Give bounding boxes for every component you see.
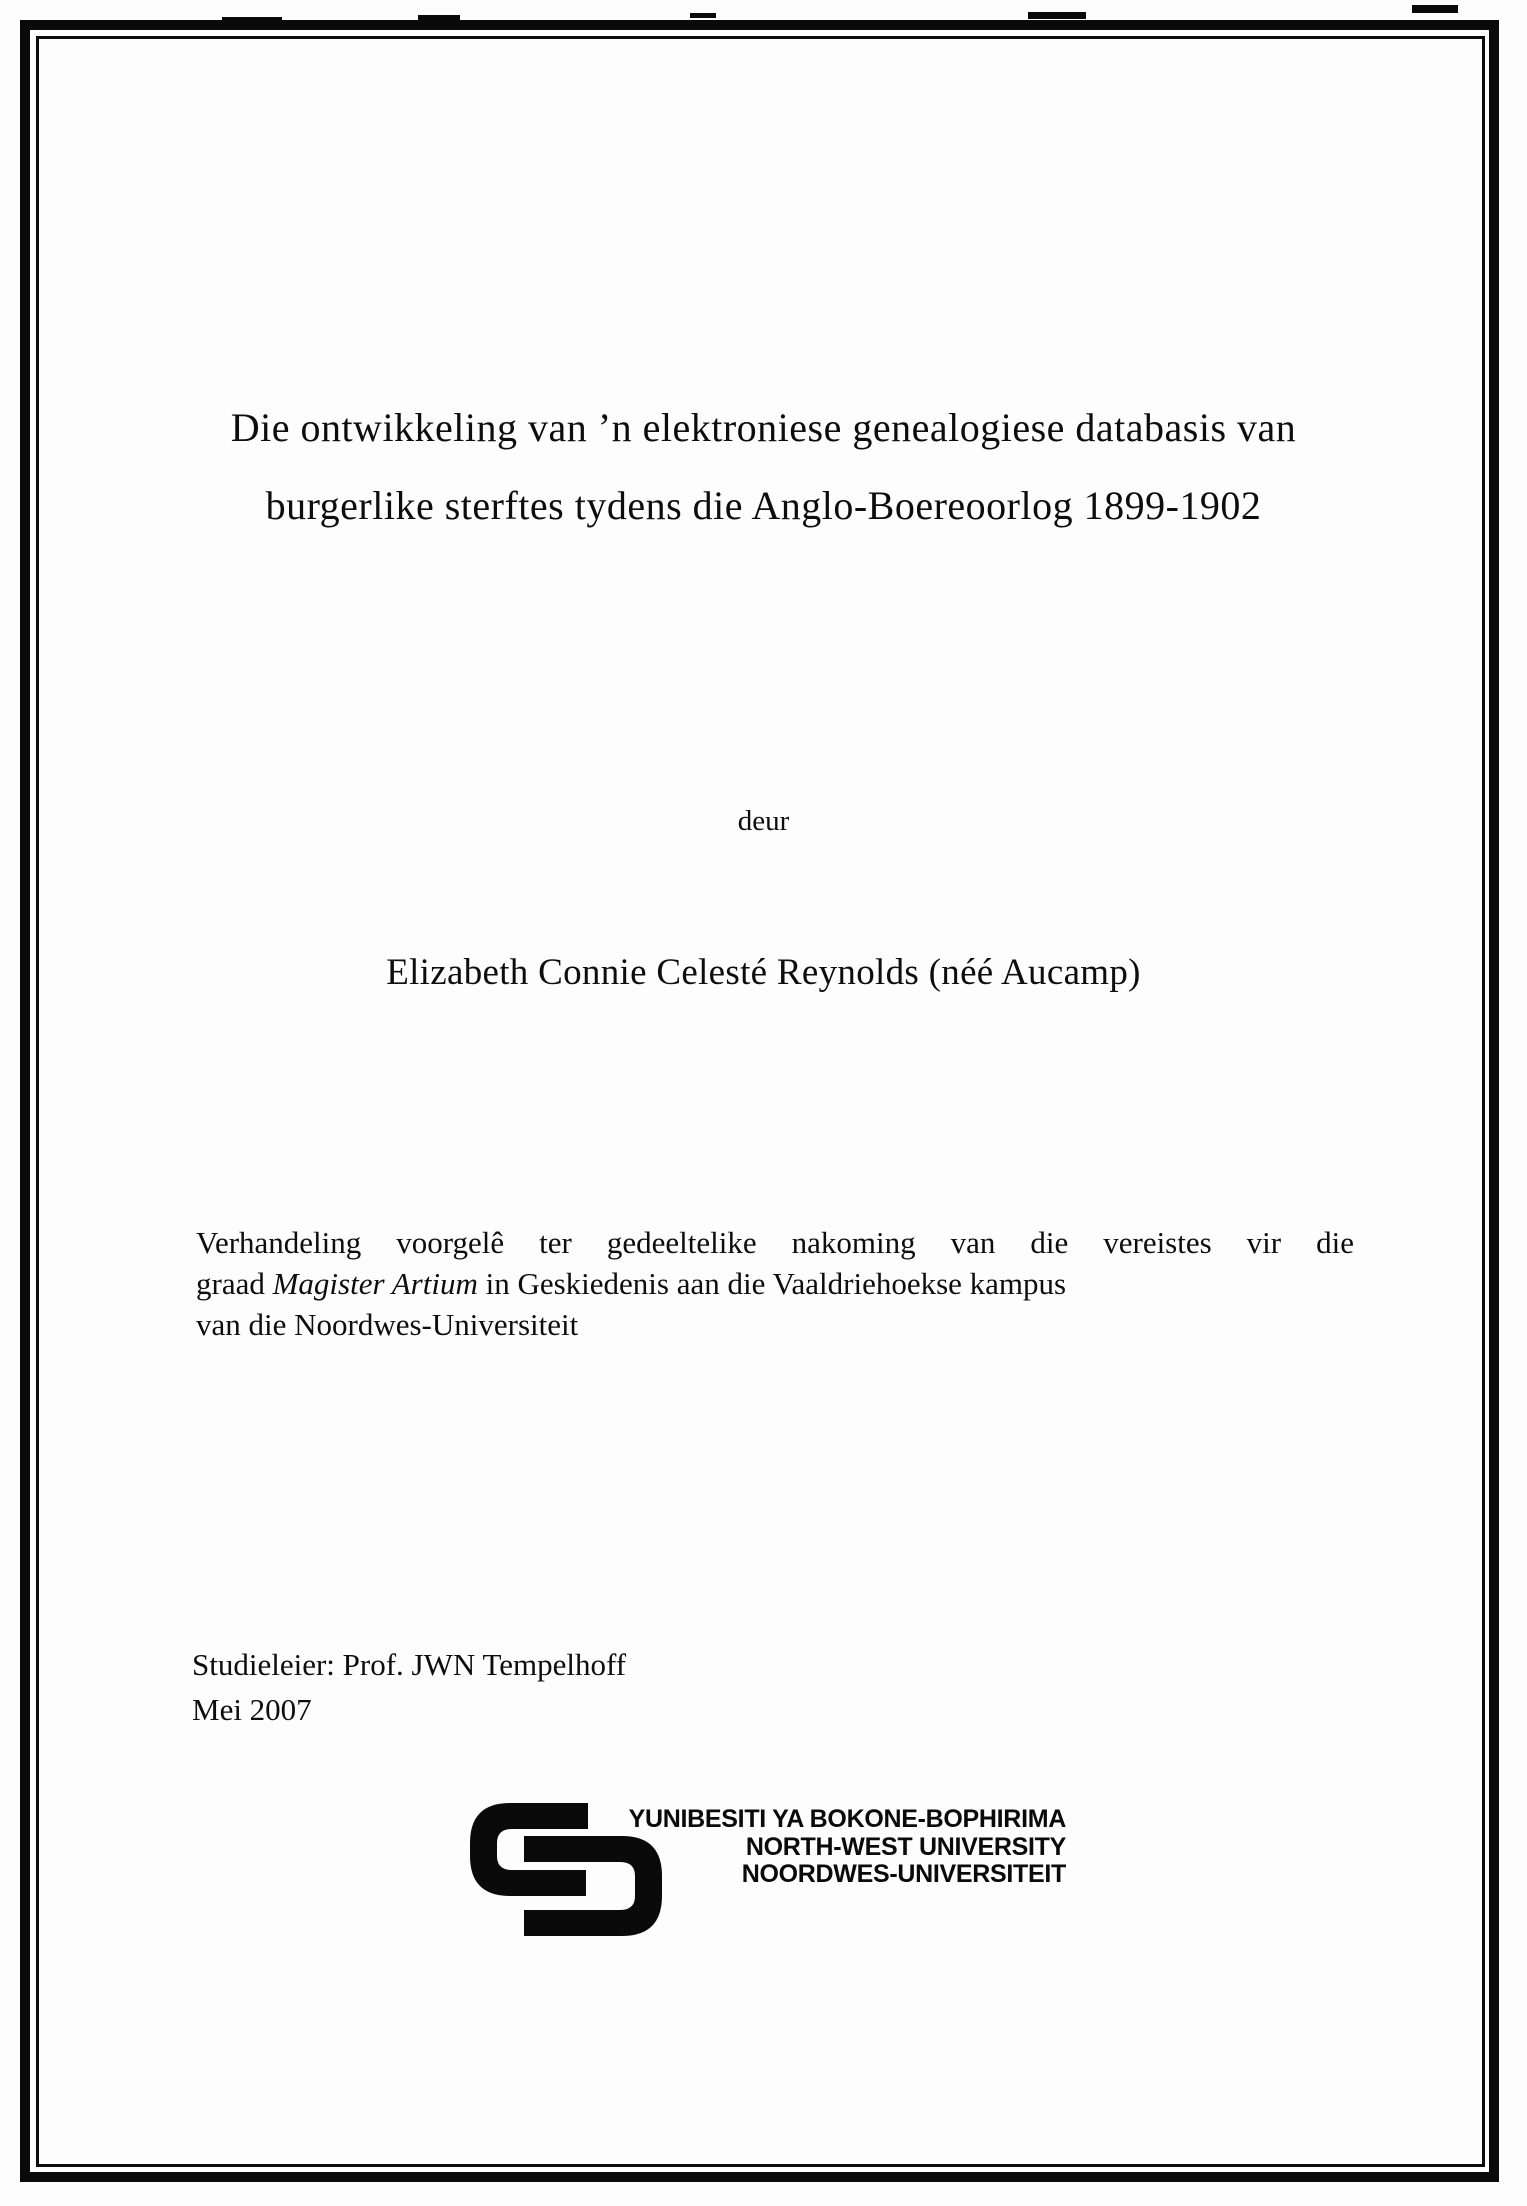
scan-artifact	[1412, 5, 1458, 13]
supervisor-line: Studieleier: Prof. JWN Tempelhoff	[192, 1647, 627, 1682]
nwu-logo	[470, 1803, 1070, 1943]
description-line-3: van die Noordwes-Universiteit	[196, 1307, 579, 1342]
scan-artifact	[222, 17, 282, 22]
scan-artifact	[418, 15, 460, 21]
nwu-logo-text	[588, 1806, 1066, 1889]
nwu-logo-text-setswana: YUNIBESITI YA BOKONE-BOPHIRIMA	[628, 1805, 1066, 1833]
supervisor-block	[192, 1642, 626, 1732]
thesis-title	[0, 389, 1527, 545]
thesis-title-line-1: Die ontwikkeling van ’n elektroniese genealogiese databasis van	[230, 405, 1297, 450]
degree-name-italic: Magister Artium	[272, 1266, 478, 1301]
nwu-logo-text-afrikaans: NOORDWES-UNIVERSITEIT	[741, 1860, 1066, 1888]
byline-deur: deur	[737, 805, 790, 837]
thesis-title-line-2: burgerlike sterftes tydens die Anglo-Boereoorlog 1899-1902	[265, 483, 1262, 528]
description-line-2-post: in Geskiedenis aan die Vaaldriehoekse kampus	[477, 1266, 1067, 1301]
description-line-2-pre: graad	[196, 1266, 273, 1301]
author-name: Elizabeth Connie Celesté Reynolds (néé Aucamp)	[386, 952, 1141, 993]
description-line-2	[196, 1263, 1354, 1304]
nwu-logo-text-english: NORTH-WEST UNIVERSITY	[745, 1832, 1066, 1861]
submission-description	[196, 1222, 1354, 1345]
date-line: Mei 2007	[192, 1692, 312, 1727]
description-line-1: Verhandeling voorgelê ter gedeeltelike nakoming van die vereistes vir die	[196, 1225, 1354, 1260]
scan-artifact	[1028, 12, 1086, 19]
scan-artifact	[690, 13, 716, 18]
